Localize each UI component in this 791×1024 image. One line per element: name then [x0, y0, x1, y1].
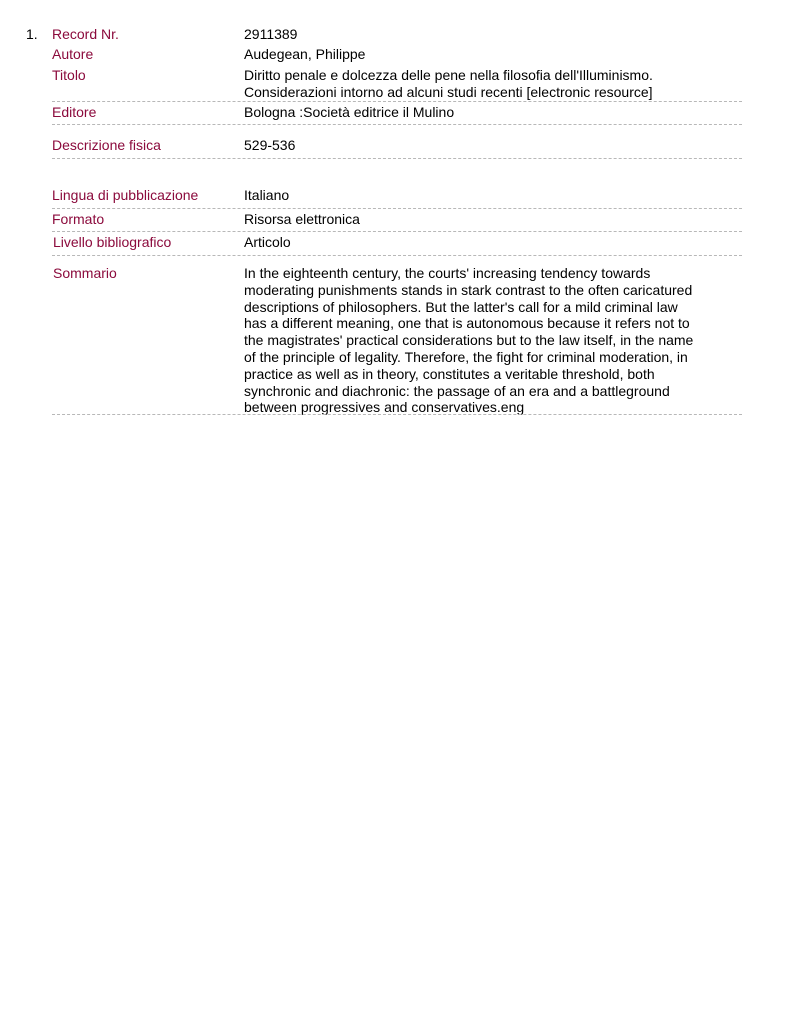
record-nr-value: 2911389 [244, 26, 298, 42]
sommario-value: In the eighteenth century, the courts' increasing tendency towards moderating punishments stands in stark contrast to the often caricatured descriptions of philosophers. But the latter's call for a mild criminal law has a different meaning, one that is autonomous because it refers not to the magistrates' practical considerations but to the law itself, in the name of the principle of legality. Therefore, the fight for criminal moderation, in practice as well as in theory, constitutes a veritable threshold, both synchronic and diachronic: the passage of an era and a battleground between progressives and conservatives.eng [244, 265, 694, 416]
descrizione-fisica-value: 529-536 [244, 137, 296, 153]
separator [52, 101, 742, 102]
lingua-value: Italiano [244, 187, 290, 203]
record-number: 1. [26, 26, 38, 42]
formato-value: Risorsa elettronica [244, 211, 360, 227]
separator [52, 255, 742, 256]
livello-label: Livello bibliografico [53, 234, 172, 250]
separator [52, 208, 742, 209]
separator [52, 231, 742, 232]
separator [52, 414, 742, 415]
titolo-value-line1: Diritto penale e dolcezza delle pene nella filosofia dell'Illuminismo. [244, 67, 653, 83]
livello-value: Articolo [244, 234, 291, 250]
sommario-label: Sommario [53, 265, 117, 281]
autore-value: Audegean, Philippe [244, 46, 366, 62]
separator [52, 158, 742, 159]
editore-value: Bologna :Società editrice il Mulino [244, 104, 455, 120]
record-nr-label: Record Nr. [52, 26, 119, 42]
titolo-value-line2: Considerazioni intorno ad alcuni studi recenti [electronic resource] [244, 84, 653, 100]
separator [52, 124, 742, 125]
autore-label: Autore [52, 46, 94, 62]
titolo-label: Titolo [52, 67, 86, 83]
formato-label: Formato [52, 211, 105, 227]
editore-label: Editore [52, 104, 97, 120]
descrizione-fisica-label: Descrizione fisica [52, 137, 161, 153]
lingua-label: Lingua di pubblicazione [52, 187, 199, 203]
